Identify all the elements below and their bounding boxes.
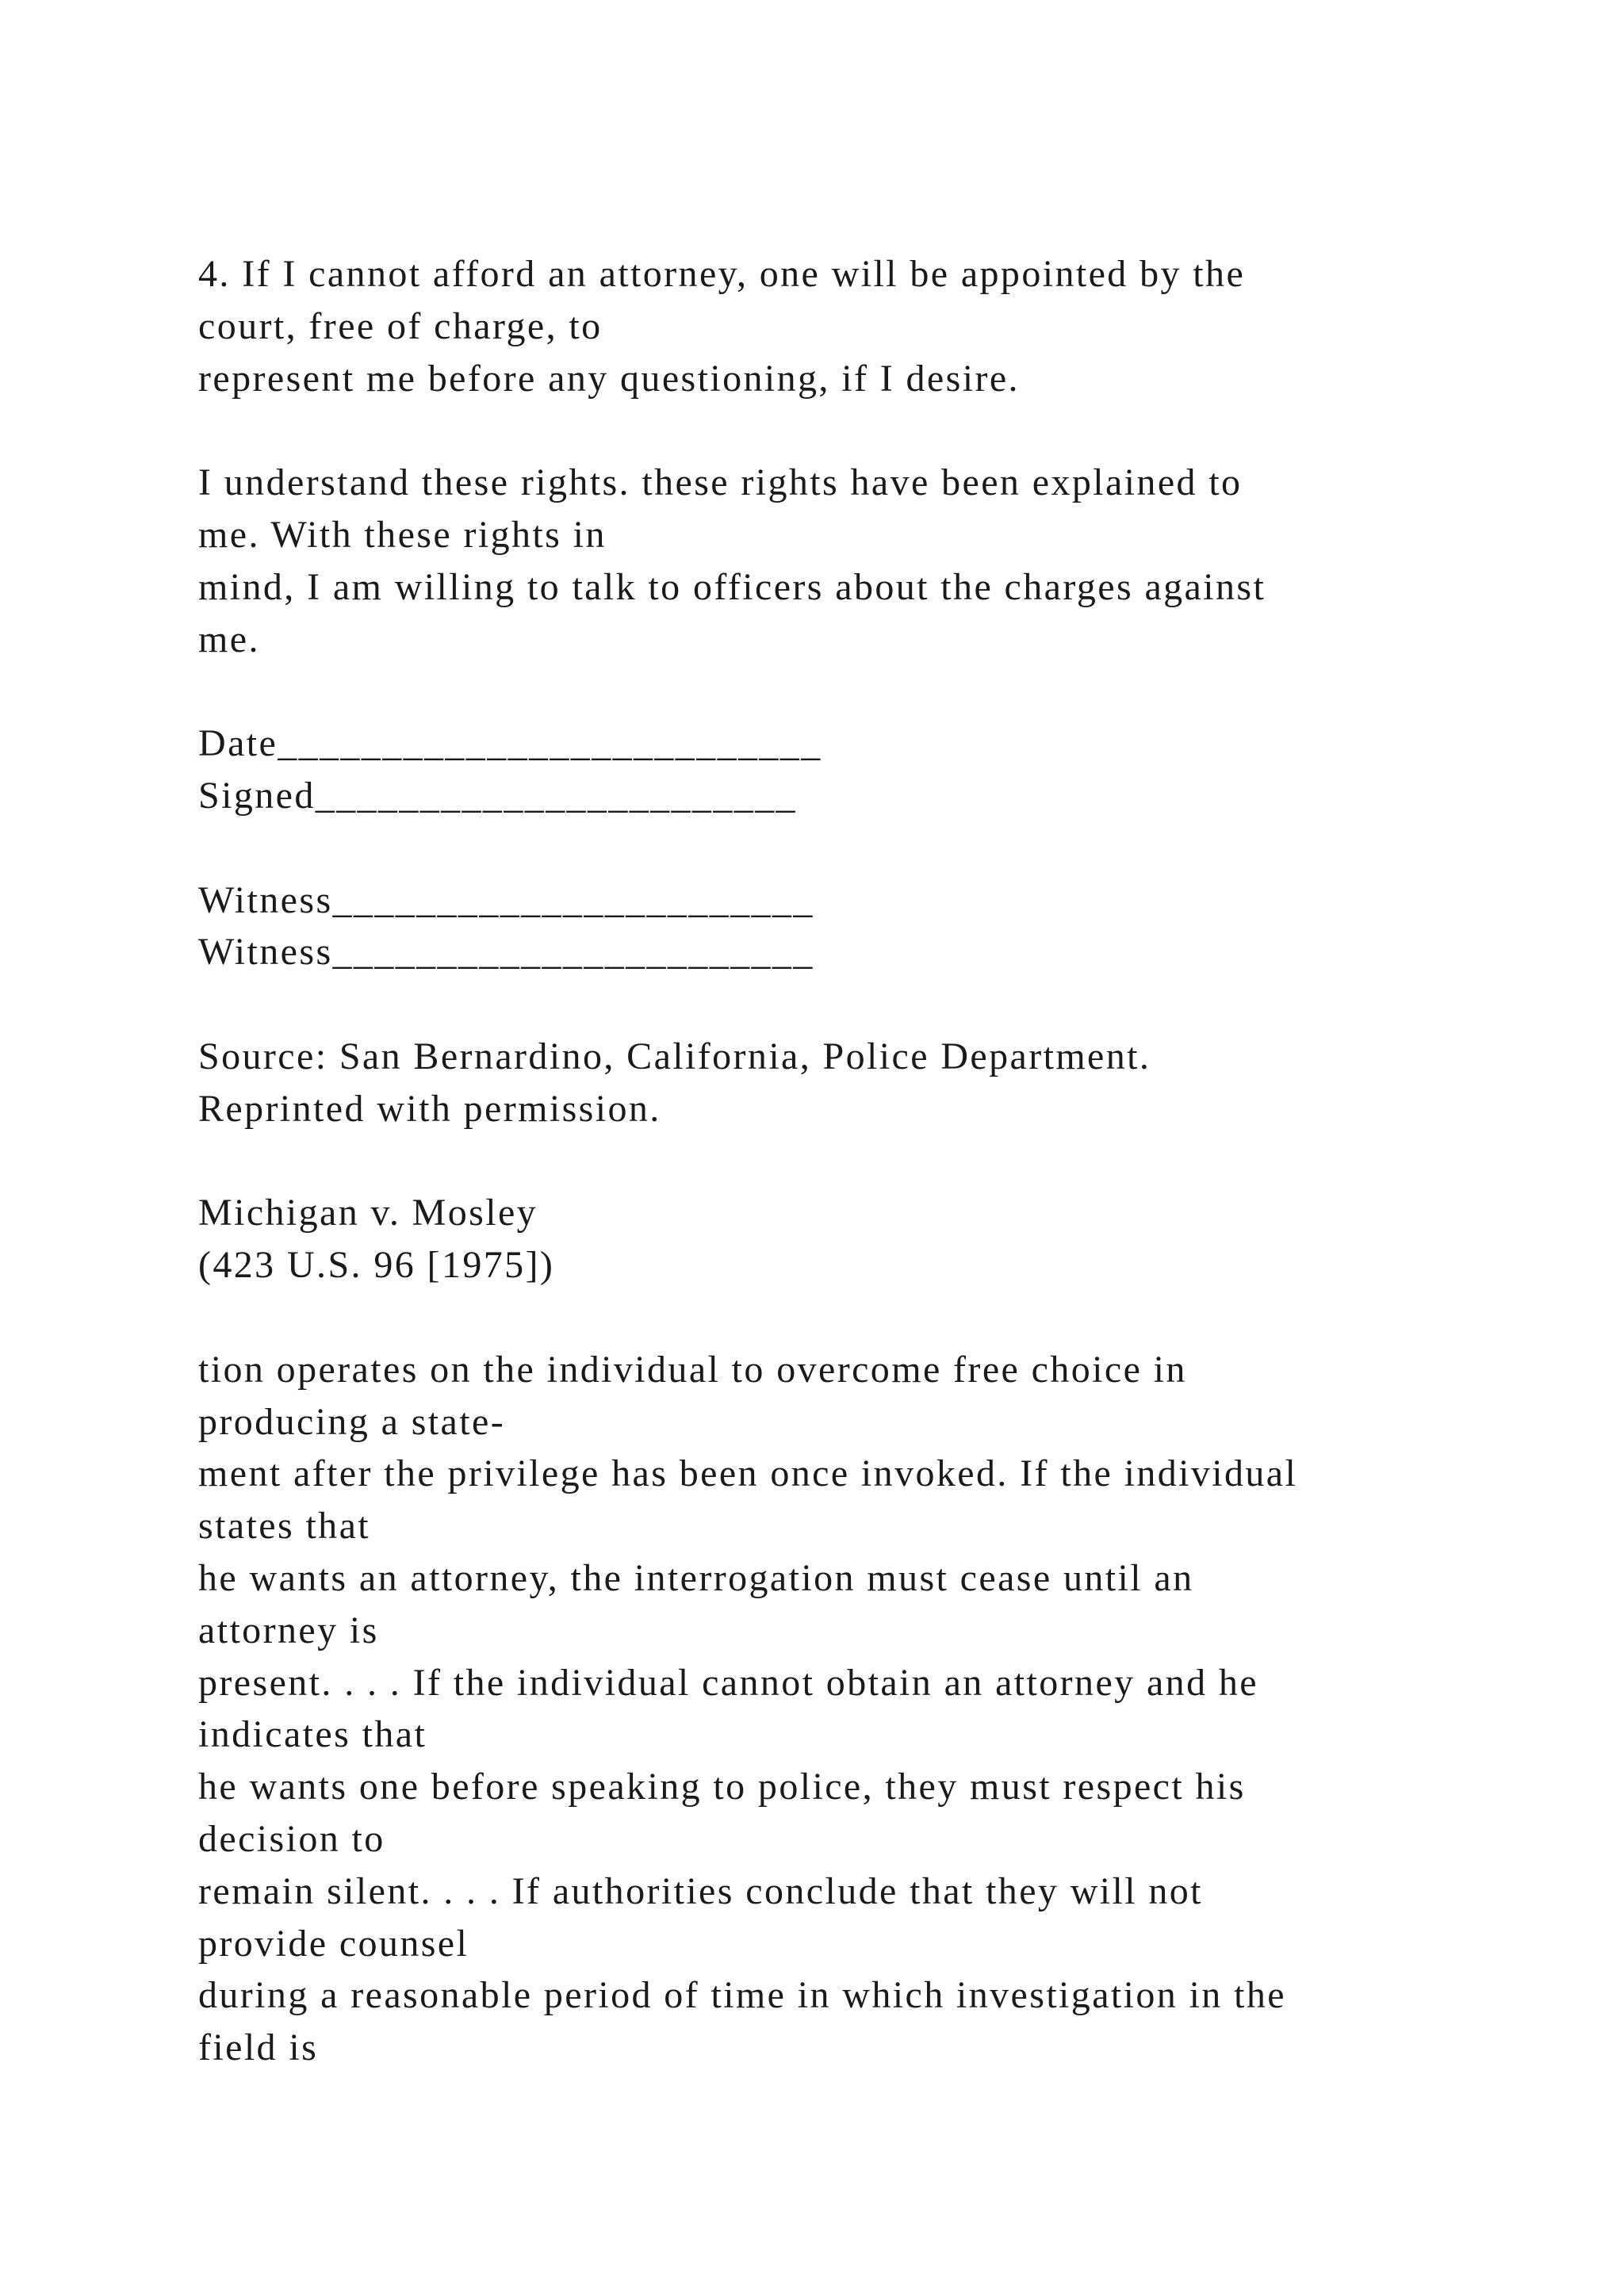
text-line: me. With these rights in bbox=[198, 513, 607, 556]
text-line: ment after the privilege has been once invoked. If the individual bbox=[198, 1452, 1298, 1495]
signed-signature-field: Signed_______________________ bbox=[198, 774, 797, 817]
date-signature-field: Date__________________________ bbox=[198, 722, 822, 765]
text-line: provide counsel bbox=[198, 1922, 469, 1965]
text-line: attorney is bbox=[198, 1609, 379, 1651]
text-line: mind, I am willing to talk to officers about the charges against bbox=[198, 565, 1266, 608]
source-line: Source: San Bernardino, California, Police Department. bbox=[198, 1035, 1151, 1077]
case-title: Michigan v. Mosley bbox=[198, 1192, 538, 1234]
text-line: producing a state- bbox=[198, 1400, 506, 1443]
text-line: decision to bbox=[198, 1817, 385, 1860]
blank-line bbox=[198, 404, 1467, 457]
text-line: I understand these rights. these rights have been explained to bbox=[198, 461, 1243, 504]
case-citation: (423 U.S. 96 [1975]) bbox=[198, 1244, 555, 1287]
text-line: represent me before any questioning, if I desire. bbox=[198, 357, 1020, 400]
text-line: he wants one before speaking to police, they must respect his bbox=[198, 1766, 1246, 1808]
blank-line bbox=[198, 822, 1467, 874]
blank-line bbox=[198, 1292, 1467, 1344]
text-line: present. . . . If the individual cannot obtain an attorney and he bbox=[198, 1661, 1258, 1704]
source-line: Reprinted with permission. bbox=[198, 1087, 661, 1130]
text-line: indicates that bbox=[198, 1713, 427, 1756]
blank-line bbox=[198, 978, 1467, 1031]
text-line: court, free of charge, to bbox=[198, 304, 603, 347]
text-line: during a reasonable period of time in which investigation in the bbox=[198, 1974, 1286, 2017]
text-line: states that bbox=[198, 1505, 371, 1548]
text-line: me. bbox=[198, 618, 260, 660]
text-line: field is bbox=[198, 2026, 319, 2069]
blank-line bbox=[198, 665, 1467, 718]
blank-line bbox=[198, 1135, 1467, 1188]
witness-signature-field: Witness_______________________ bbox=[198, 878, 814, 921]
text-line: tion operates on the individual to overcome free choice in bbox=[198, 1348, 1187, 1391]
witness-signature-field: Witness_______________________ bbox=[198, 931, 814, 974]
text-line: 4. If I cannot afford an attorney, one will be appointed by the bbox=[198, 253, 1246, 295]
document-text bbox=[198, 248, 1467, 2074]
text-line: remain silent. . . . If authorities conclude that they will not bbox=[198, 1869, 1203, 1912]
text-line: he wants an attorney, the interrogation must cease until an bbox=[198, 1556, 1194, 1599]
